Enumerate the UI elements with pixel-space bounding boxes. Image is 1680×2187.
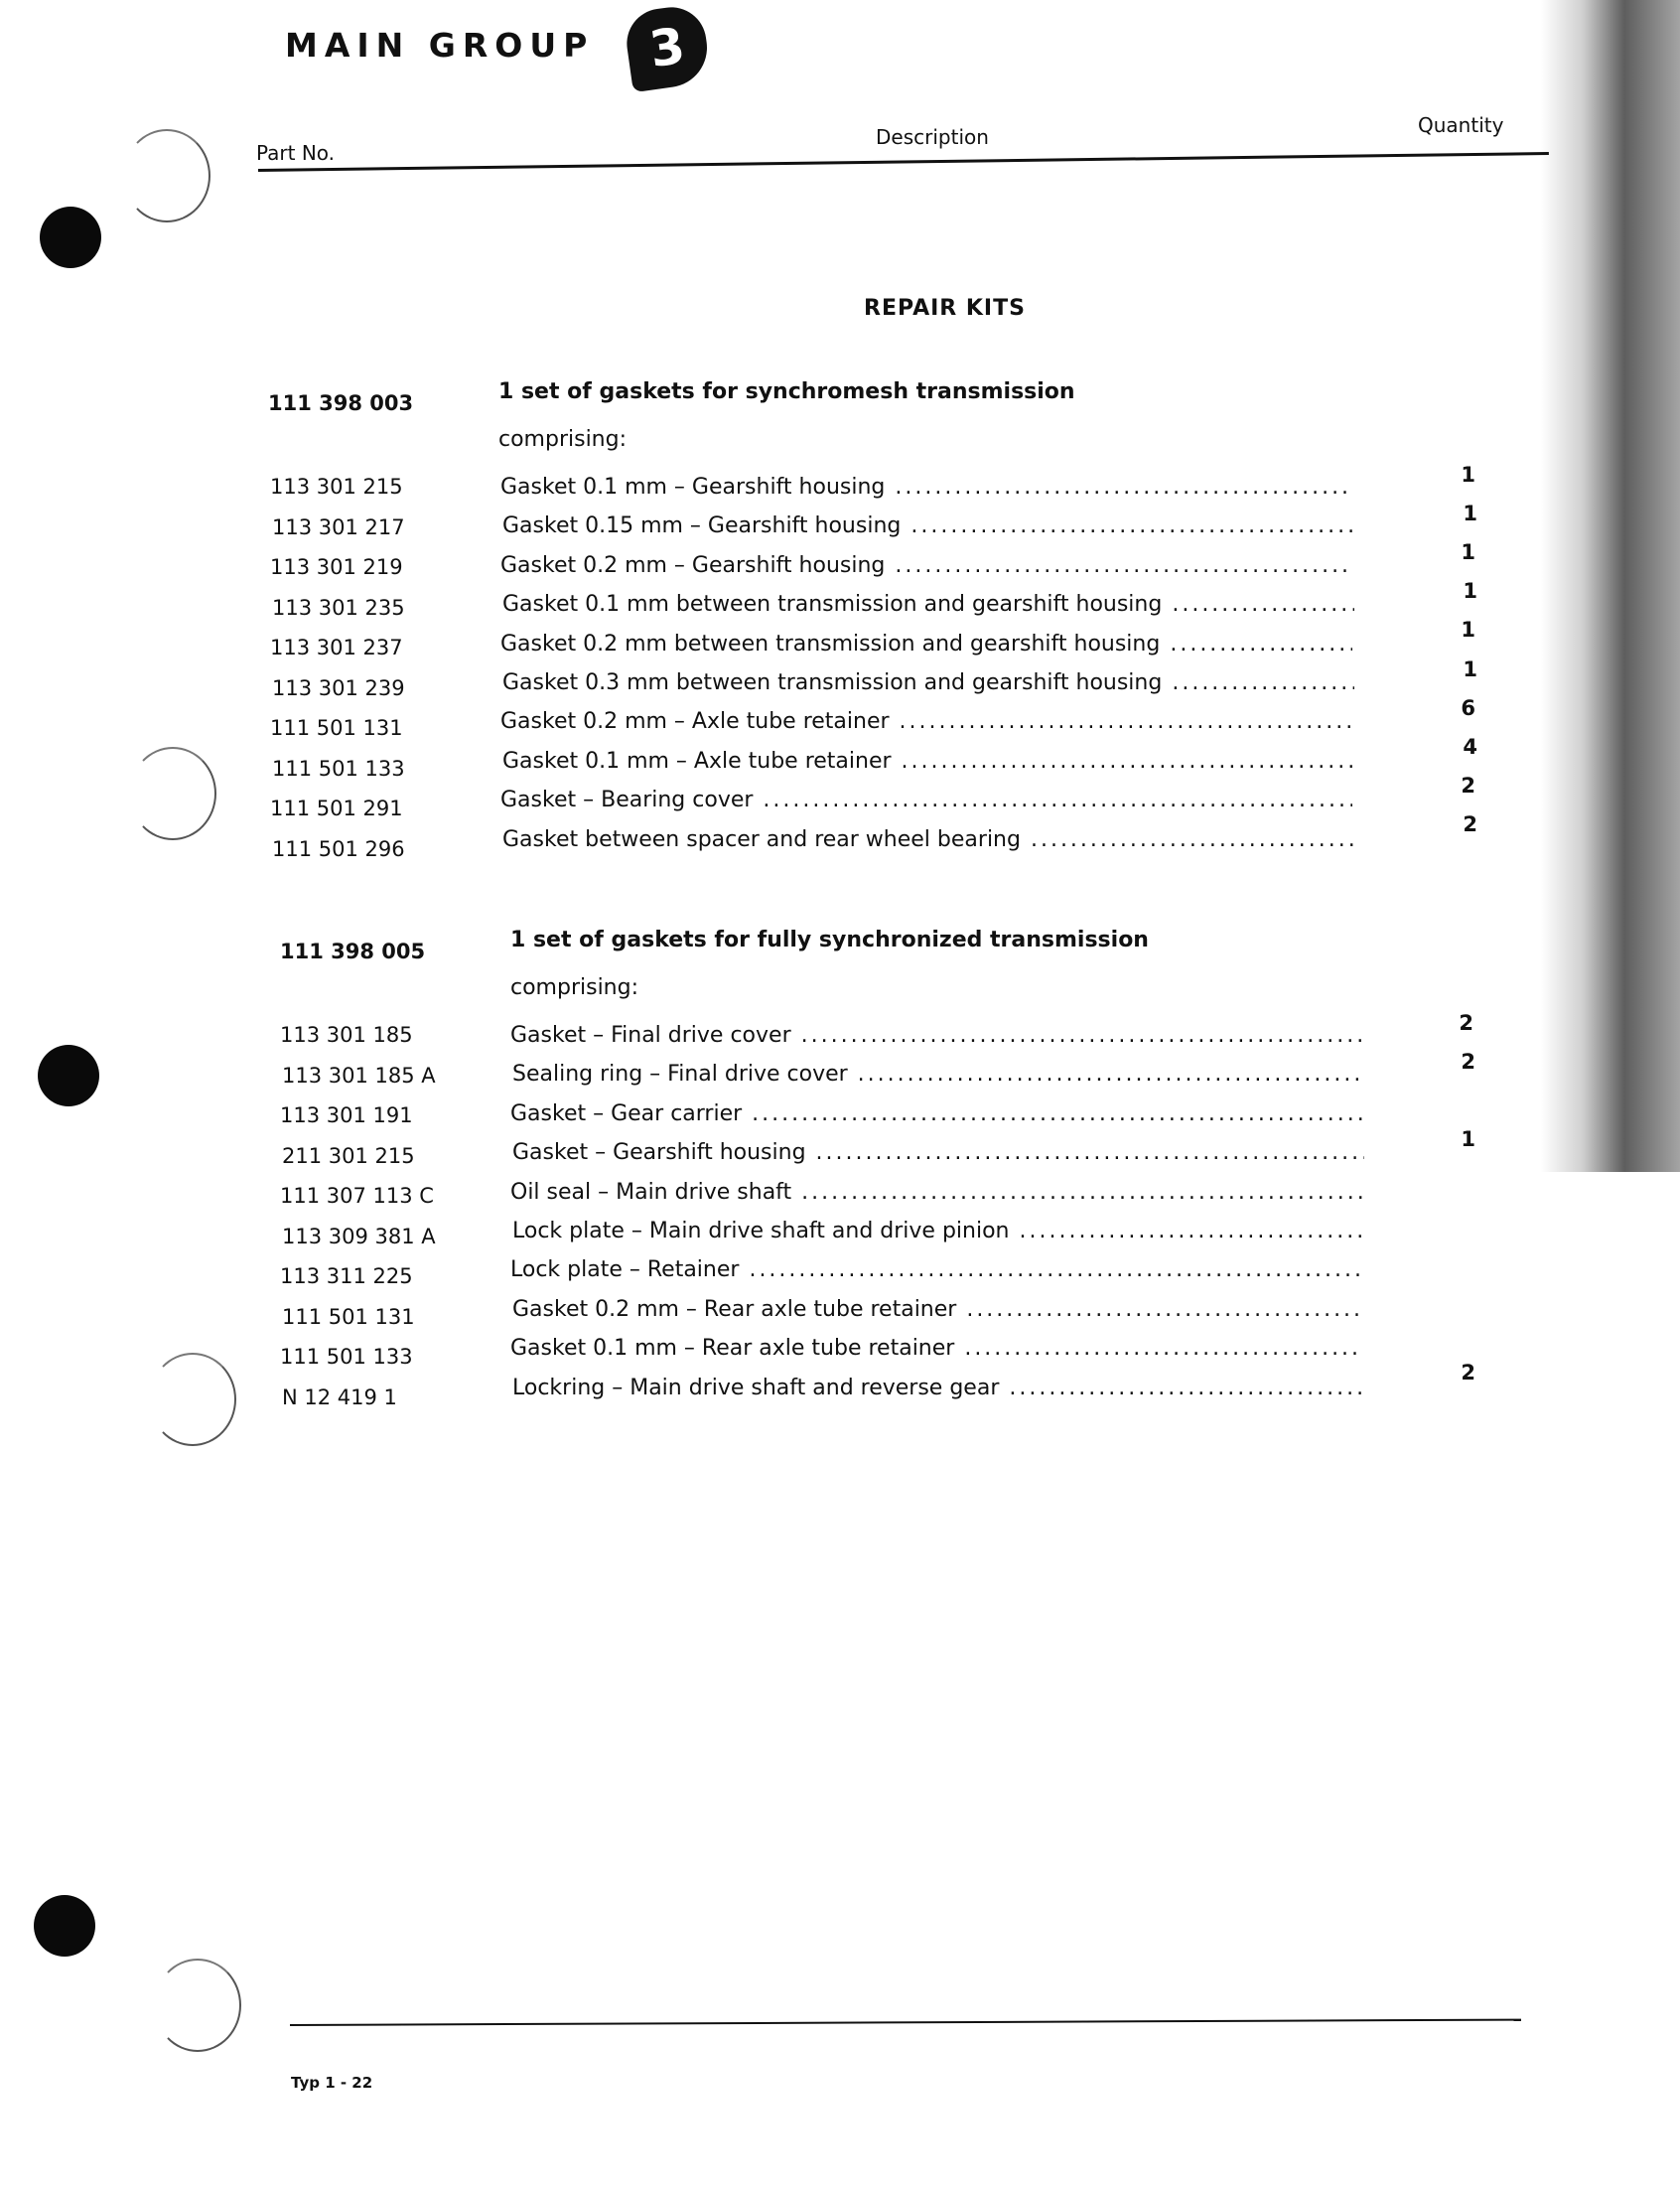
- column-header-part-no: Part No.: [256, 141, 336, 165]
- item-part-no: 113 301 185: [280, 1023, 413, 1047]
- item-quantity: 2: [1463, 811, 1477, 836]
- item-part-no: 113 301 237: [270, 636, 403, 659]
- item-part-no: 111 501 131: [270, 716, 403, 740]
- item-description: Gasket 0.2 mm – Gearshift housing .....: [500, 553, 1352, 578]
- item-description: Gasket – Gear carrier .....: [510, 1101, 1362, 1126]
- item-row: [272, 656, 1477, 710]
- item-part-no: 111 501 131: [282, 1304, 415, 1329]
- item-part-no: 113 301 185 A: [282, 1063, 436, 1088]
- binder-hole: [40, 207, 101, 268]
- group-number-badge: 3: [623, 3, 712, 92]
- item-quantity: 1: [1461, 463, 1475, 487]
- item-quantity: 1: [1463, 656, 1477, 681]
- item-description: Gasket 0.2 mm – Axle tube retainer .....: [500, 709, 1352, 734]
- item-description: Lock plate – Retainer .....: [510, 1257, 1362, 1282]
- item-row: [280, 1011, 1473, 1057]
- item-part-no: 111 501 296: [272, 836, 405, 861]
- binder-ring-mark: [149, 1353, 236, 1446]
- item-part-no: 113 301 215: [270, 475, 403, 499]
- item-quantity: 2: [1461, 773, 1475, 798]
- item-description: Gasket 0.15 mm – Gearshift housing .....: [502, 513, 1354, 538]
- item-part-no: 113 301 219: [270, 555, 403, 579]
- binder-hole: [34, 1895, 95, 1957]
- item-row: [280, 1179, 1471, 1218]
- item-description: Lock plate – Main drive shaft and drive pinion .....: [512, 1219, 1364, 1243]
- binder-ring-mark: [154, 1959, 241, 2052]
- item-row: [282, 1360, 1475, 1419]
- item-description: Gasket 0.3 mm between transmission and gearshift housing .....: [502, 670, 1354, 695]
- kit-part-no: 111 398 003: [268, 391, 414, 415]
- item-row: [272, 502, 1477, 549]
- main-group-title: MAIN GROUP: [285, 26, 595, 65]
- item-row: [272, 579, 1477, 630]
- item-row: [282, 1296, 1473, 1339]
- page-reference: Typ 1 - 22: [291, 2074, 373, 2092]
- item-description: Gasket – Final drive cover .....: [510, 1023, 1362, 1048]
- kit-title: 1 set of gaskets for fully synchronized transmission: [510, 928, 1149, 952]
- kit-part-no: 111 398 005: [280, 940, 426, 963]
- item-description: Gasket 0.2 mm between transmission and gearshift housing .....: [500, 632, 1352, 656]
- item-row: [282, 1219, 1473, 1258]
- item-description: Sealing ring – Final drive cover .....: [512, 1062, 1364, 1087]
- comprising-row: [268, 427, 1410, 461]
- item-row: [272, 811, 1477, 871]
- item-part-no: 113 301 235: [272, 595, 405, 620]
- item-part-no: 111 501 133: [272, 756, 405, 781]
- page-edge-damage: [1541, 0, 1680, 1172]
- item-description: Gasket 0.2 mm – Rear axle tube retainer .....: [512, 1297, 1364, 1322]
- item-description: Oil seal – Main drive shaft .....: [510, 1180, 1362, 1205]
- item-row: [280, 1336, 1471, 1379]
- comprising-row: [280, 975, 1422, 1009]
- item-quantity: 2: [1461, 1360, 1475, 1385]
- item-part-no: 113 301 217: [272, 514, 405, 539]
- item-quantity: 6: [1461, 695, 1475, 720]
- item-part-no: 111 307 113 C: [280, 1184, 434, 1208]
- binder-ring-mark: [123, 129, 210, 222]
- kit-title: 1 set of gaskets for synchromesh transmission: [498, 379, 1075, 404]
- item-row: [270, 695, 1475, 750]
- item-description: Lockring – Main drive shaft and reverse gear .....: [512, 1376, 1364, 1400]
- item-quantity: 2: [1459, 1011, 1473, 1035]
- item-row: [270, 463, 1475, 509]
- item-description: Gasket 0.1 mm – Rear axle tube retainer .....: [510, 1336, 1362, 1361]
- section-title: REPAIR KITS: [864, 296, 1026, 321]
- item-part-no: 211 301 215: [282, 1143, 415, 1168]
- column-header-quantity: Quantity: [1418, 113, 1504, 137]
- item-quantity: 1: [1463, 502, 1477, 526]
- item-quantity: 2: [1461, 1050, 1475, 1075]
- kit-heading-row: [280, 928, 1422, 973]
- item-part-no: 113 301 239: [272, 675, 405, 700]
- item-description: Gasket between spacer and rear wheel bearing .....: [502, 827, 1354, 852]
- item-part-no: 111 501 291: [270, 797, 403, 820]
- item-description: Gasket – Bearing cover .....: [500, 788, 1352, 812]
- item-row: [270, 618, 1475, 669]
- column-header-description: Description: [876, 125, 989, 149]
- item-row: [280, 1257, 1471, 1298]
- kit-heading-row: [268, 379, 1410, 425]
- item-row: [282, 1050, 1475, 1097]
- item-quantity: 1: [1463, 579, 1477, 604]
- binder-hole: [38, 1045, 99, 1106]
- item-description: Gasket 0.1 mm between transmission and gearshift housing .....: [502, 592, 1354, 617]
- item-row: [270, 540, 1475, 589]
- item-quantity: 4: [1463, 734, 1477, 759]
- comprising-label: comprising:: [498, 427, 628, 452]
- item-part-no: 113 301 191: [280, 1103, 413, 1127]
- item-row: [270, 773, 1475, 830]
- item-quantity: 1: [1461, 540, 1475, 565]
- item-row: [272, 734, 1477, 791]
- item-description: Gasket 0.1 mm – Gearshift housing .....: [500, 475, 1352, 500]
- header-rule: [258, 152, 1549, 172]
- item-row: [280, 1100, 1471, 1137]
- item-quantity: 1: [1461, 1127, 1475, 1152]
- item-row: [282, 1127, 1475, 1178]
- item-description: Gasket – Gearshift housing .....: [512, 1140, 1364, 1165]
- binder-ring-mark: [129, 747, 216, 840]
- comprising-label: comprising:: [510, 975, 639, 1000]
- item-part-no: 113 309 381 A: [282, 1224, 436, 1248]
- item-part-no: 111 501 133: [280, 1345, 413, 1369]
- item-description: Gasket 0.1 mm – Axle tube retainer .....: [502, 749, 1354, 774]
- item-part-no: N 12 419 1: [282, 1385, 397, 1409]
- footer-rule: [290, 2019, 1521, 2026]
- item-quantity: 1: [1461, 618, 1475, 643]
- item-part-no: 113 311 225: [280, 1264, 413, 1288]
